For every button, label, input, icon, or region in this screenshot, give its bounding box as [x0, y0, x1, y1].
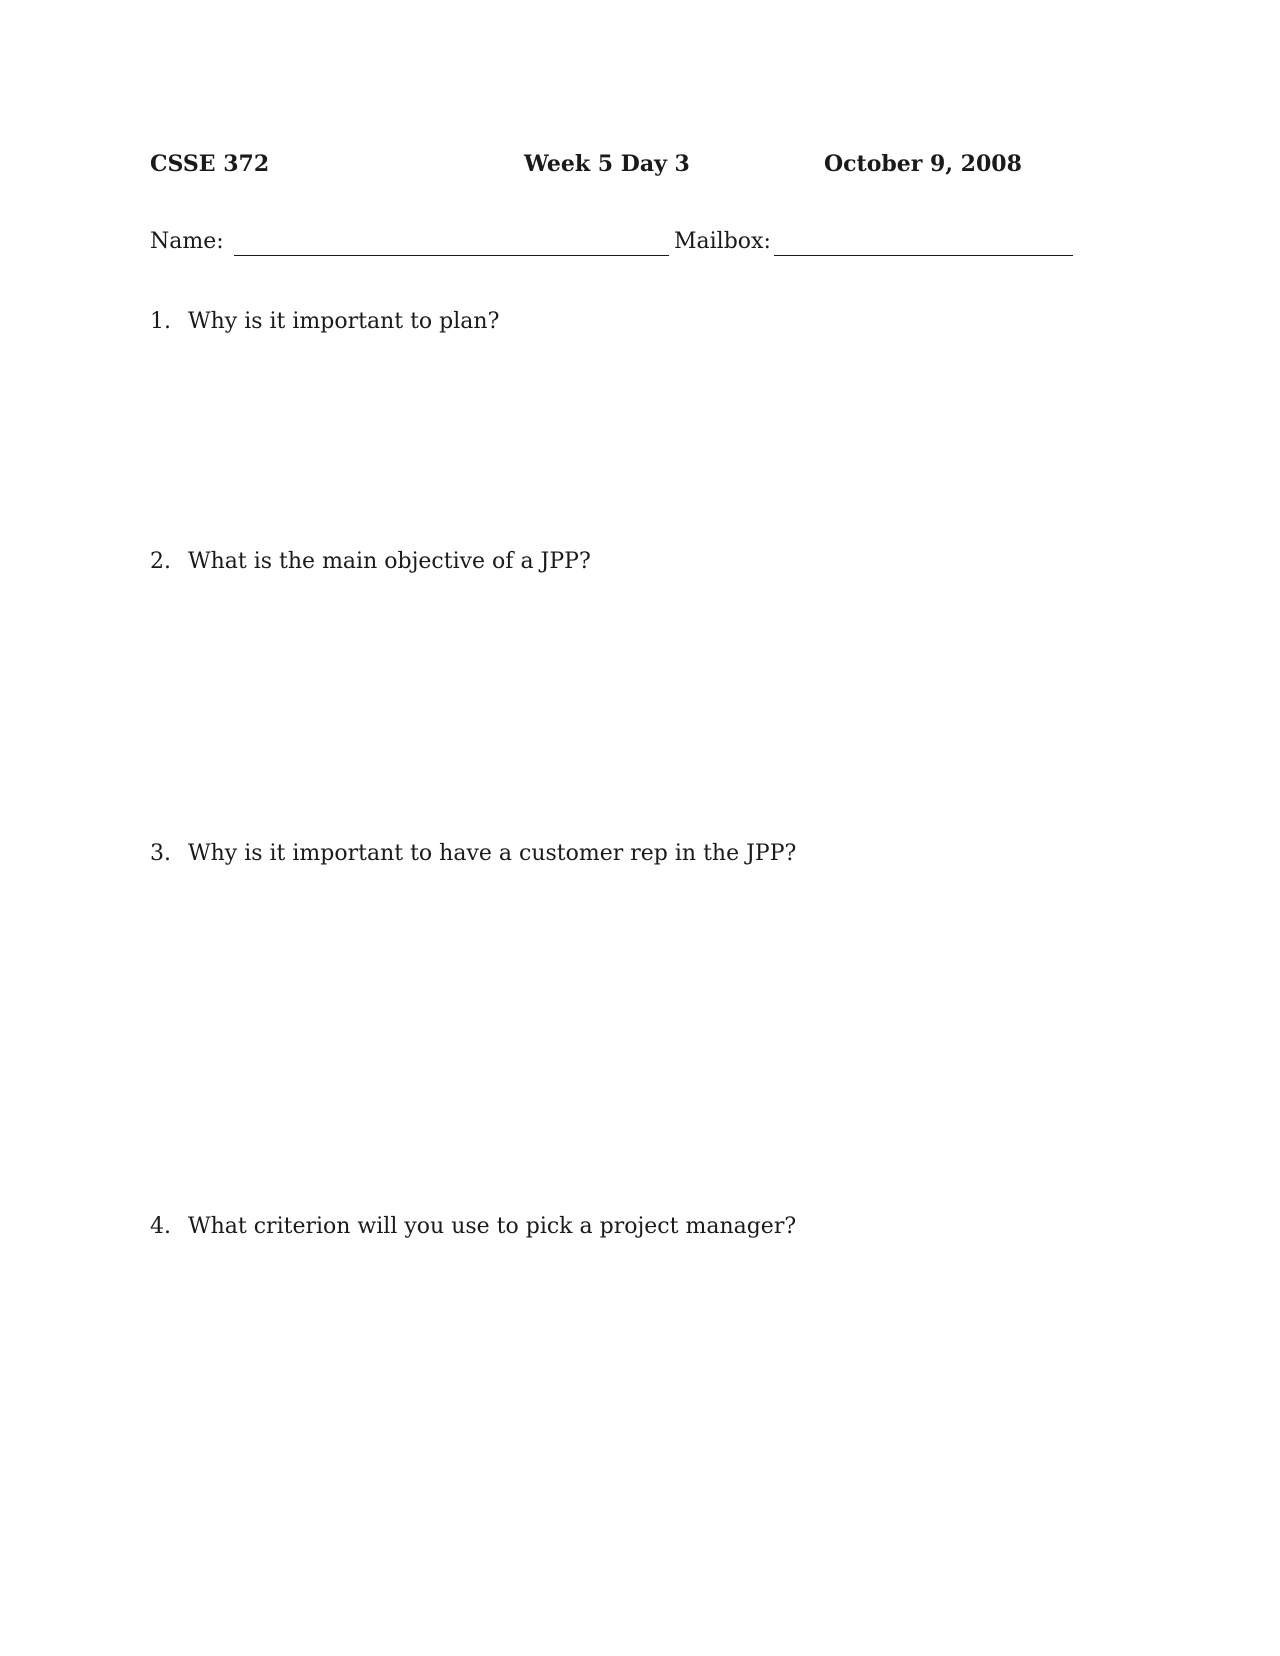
question-3 — [150, 840, 796, 868]
week-day-label: Week 5 Day 3 — [524, 151, 690, 177]
name-label: Name: — [150, 229, 224, 254]
question-text: What is the main objective of a JPP? — [188, 549, 591, 574]
question-number: 1. — [150, 309, 171, 334]
name-blank-line[interactable] — [234, 255, 669, 256]
question-number: 3. — [150, 841, 171, 866]
question-text: Why is it important to have a customer rep in the JPP? — [188, 841, 797, 866]
date-label: October 9, 2008 — [824, 151, 1022, 177]
question-number: 2. — [150, 549, 171, 574]
question-text: What criterion will you use to pick a project manager? — [188, 1214, 797, 1239]
question-2 — [150, 548, 591, 576]
question-text: Why is it important to plan? — [188, 309, 500, 334]
course-title: CSSE 372 — [150, 151, 270, 177]
mailbox-blank-line[interactable] — [774, 255, 1073, 256]
question-1 — [150, 308, 499, 336]
question-4 — [150, 1213, 796, 1241]
mailbox-label: Mailbox: — [674, 229, 771, 254]
question-number: 4. — [150, 1214, 171, 1239]
